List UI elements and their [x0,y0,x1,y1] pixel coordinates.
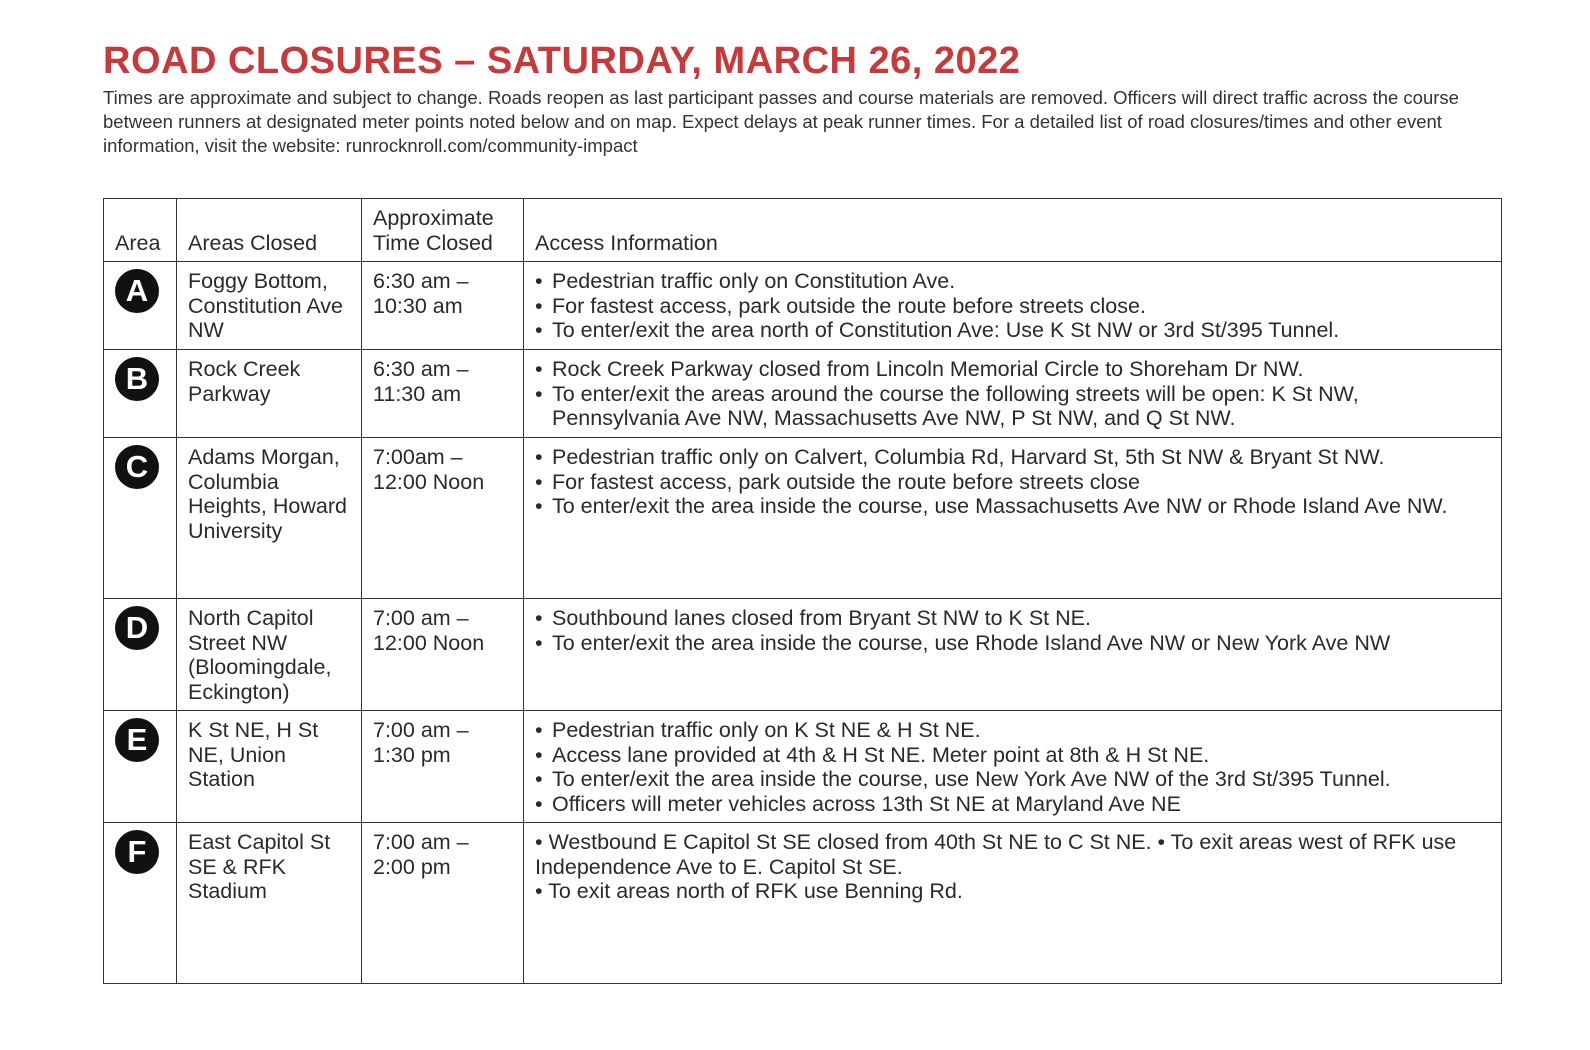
access-item: • For fastest access, park outside the route before streets close. [535,294,1491,319]
header-areas-closed: Areas Closed [177,199,362,262]
access-cell [524,262,1502,350]
access-item: • Pedestrian traffic only on Calvert, Columbia Rd, Harvard St, 5th St NW & Bryant St NW. [535,445,1491,470]
access-line: • Westbound E Capitol St SE closed from 40th St NE to C St NE. • To exit areas west of RFK use Independence Ave to E. Capitol St SE. [535,830,1457,879]
area-badge-b: B [115,357,159,401]
table-row [104,438,1502,599]
access-cell [524,438,1502,599]
header-area: Area [104,199,177,262]
access-item: • Access lane provided at 4th & H St NE. Meter point at 8th & H St NE. [535,743,1491,768]
time-closed-cell: 6:30 am – 11:30 am [362,350,524,438]
access-item: • To enter/exit the area north of Constitution Ave: Use K St NW or 3rd St/395 Tunnel. [535,318,1491,343]
access-item: • To enter/exit the areas around the course the following streets will be open: K St NW, Pennsylvania Ave NW, Massachusetts Ave NW, P St NW, and Q St NW. [535,382,1491,431]
access-item: • Southbound lanes closed from Bryant St NW to K St NE. [535,606,1491,631]
area-badge-a: A [115,269,159,313]
time-closed-cell: 7:00 am – 1:30 pm [362,711,524,823]
access-line: • To exit areas north of RFK use Benning Rd. [535,879,963,903]
access-item: • Officers will meter vehicles across 13th St NE at Maryland Ave NE [535,792,1491,817]
header-time-closed: Approximate Time Closed [362,199,524,262]
time-closed-cell: 6:30 am – 10:30 am [362,262,524,350]
access-list [535,718,1491,816]
access-list [535,357,1491,431]
area-cell [104,262,177,350]
time-closed-cell: 7:00am – 12:00 Noon [362,438,524,599]
table-row [104,599,1502,711]
area-cell [104,823,177,984]
access-cell [524,599,1502,711]
access-item: • To enter/exit the area inside the course, use Rhode Island Ave NW or New York Ave NW [535,631,1491,656]
access-cell [524,350,1502,438]
intro-paragraph: Times are approximate and subject to change. Roads reopen as last participant passes and course materials are removed. Officers will direct traffic across the course between runners at designated meter points noted below and on map. Expect delays at peak runner times. For a detailed list of road closures/times and other event information, visit the website: runrocknroll.com/community-impact [103,87,1459,156]
area-badge-f: F [115,830,159,874]
header-access-information: Access Information [524,199,1502,262]
access-item: • To enter/exit the area inside the course, use New York Ave NW of the 3rd St/395 Tunnel. [535,767,1491,792]
table-row [104,350,1502,438]
access-list [535,269,1491,343]
area-cell [104,438,177,599]
areas-closed-cell: Foggy Bottom, Constitution Ave NW [177,262,362,350]
access-item: • Pedestrian traffic only on K St NE & H St NE. [535,718,1491,743]
table-row [104,262,1502,350]
time-closed-cell: 7:00 am – 2:00 pm [362,823,524,984]
access-list [535,606,1491,655]
areas-closed-cell: North Capitol Street NW (Bloomingdale, Eckington) [177,599,362,711]
page-title: ROAD CLOSURES – SATURDAY, MARCH 26, 2022 [103,40,1021,82]
access-item: • Rock Creek Parkway closed from Lincoln Memorial Circle to Shoreham Dr NW. [535,357,1491,382]
table-header-row [104,199,1502,262]
areas-closed-cell: K St NE, H St NE, Union Station [177,711,362,823]
area-cell [104,599,177,711]
areas-closed-cell: Rock Creek Parkway [177,350,362,438]
access-item: • For fastest access, park outside the route before streets close [535,470,1491,495]
access-cell [524,711,1502,823]
access-item: • To enter/exit the area inside the course, use Massachusetts Ave NW or Rhode Island Ave NW. [535,494,1491,519]
areas-closed-cell: East Capitol St SE & RFK Stadium [177,823,362,984]
area-cell [104,350,177,438]
road-closures-table [103,198,1502,984]
table-row [104,711,1502,823]
area-badge-d: D [115,606,159,650]
time-closed-cell: 7:00 am – 12:00 Noon [362,599,524,711]
access-item: • Pedestrian traffic only on Constitution Ave. [535,269,1491,294]
table-row [104,823,1502,984]
area-badge-e: E [115,718,159,762]
areas-closed-cell: Adams Morgan, Columbia Heights, Howard University [177,438,362,599]
access-cell [524,823,1502,984]
area-badge-c: C [115,445,159,489]
area-cell [104,711,177,823]
access-list [535,445,1491,519]
